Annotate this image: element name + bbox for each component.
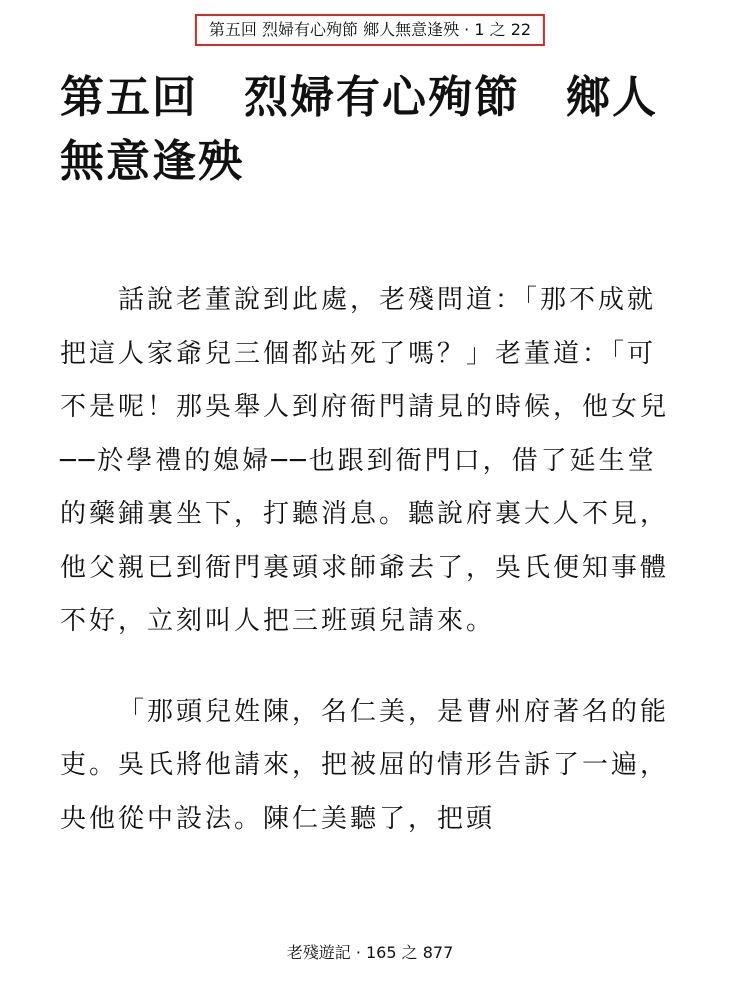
chapter-progress-header: 第五回 烈婦有心殉節 鄉人無意逢殃 · 1 之 22 [195, 14, 545, 46]
paragraph: 話說老董說到此處，老殘問道：「那不成就把這人家爺兒三個都站死了嗎？」老董道：「可不是呢！那吳舉人到府衙門請見的時候，他女兒──於學禮的媳婦──也跟到衙門口，借了延生堂的藥鋪裏坐下，打聽消息。聽說府裏大人不見，他父親已到衙門裏頭求師爺去了，吳氏便知事體不好，立刻叫人把三班頭兒請來。 [60, 285, 670, 636]
book-progress-footer: 老殘遊記 · 165 之 877 [286, 943, 454, 962]
paragraph: 「那頭兒姓陳，名仁美，是曹州府著名的能吏。吳氏將他請來，把被屈的情形告訴了一遍，央他從中設法。陳仁美聽了，把頭 [60, 696, 670, 834]
chapter-title: 第五回 烈婦有心殉節 鄉人無意逢殃 [60, 72, 658, 187]
chapter-body [60, 274, 670, 883]
